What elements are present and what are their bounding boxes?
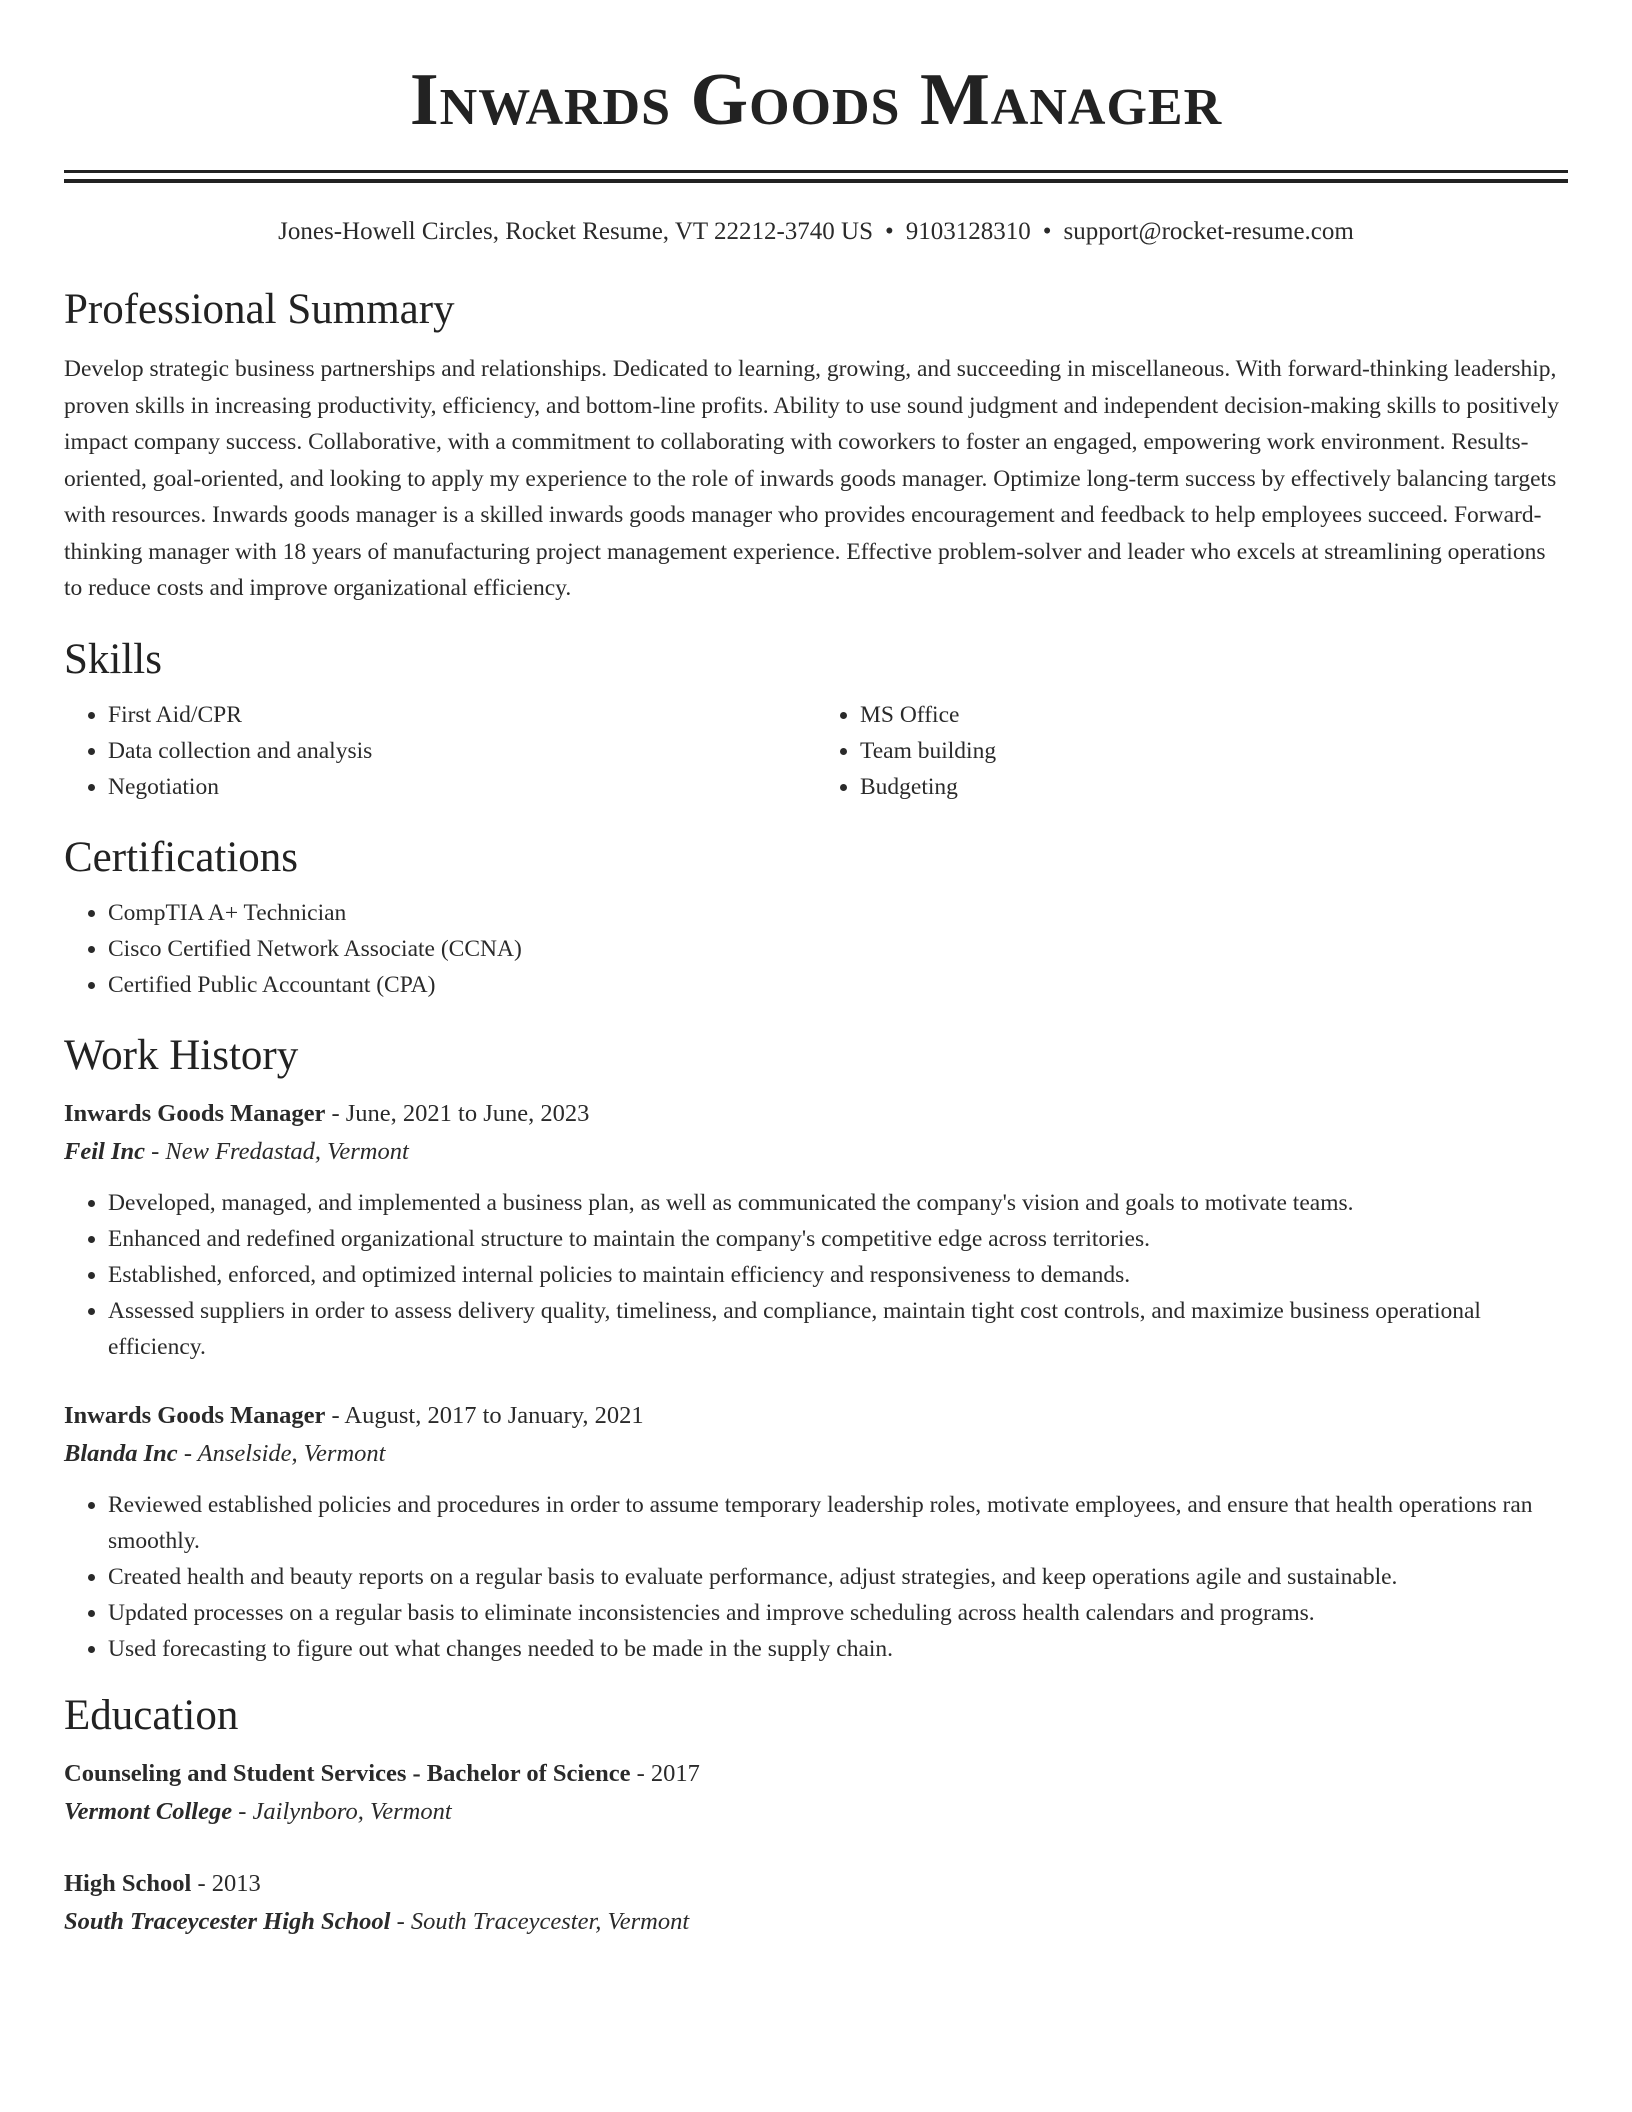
job-bullet: • Reviewed established policies and procedures in order to assume temporary leadership roles, motivate employees, and ensure that health operations ran smoothly. [108,1487,1568,1559]
resume-page [64,0,1568,1941]
contact-separator: • [885,218,894,245]
education-entry [64,1755,1568,1831]
job-bullets [64,1185,1568,1365]
contact-address: Jones-Howell Circles, Rocket Resume, VT 22212-3740 US [278,218,874,245]
certifications-heading: Certifications [64,833,299,881]
title-rule-bottom [64,179,1568,183]
education-degree: Counseling and Student Services - Bachelor of Science [64,1759,631,1787]
education-school: Vermont College [64,1797,233,1825]
summary-text: Develop strategic business partnerships and relationships. Dedicated to learning, growing, and succeeding in miscellaneous. With forward-thinking leadership, proven skills in increasing productivity, efficiency, and bottom-line profits. Ability to use sound judgment and independent decision-making skills to positively impact company success. Collaborative, with a commitment to collaborating with coworkers to foster an engaged, empowering work environment. Results-oriented, goal-oriented, and looking to apply my experience to the role of inwards goods manager. Optimize long-term success by effectively balancing targets with resources. Inwards goods manager is a skilled inwards goods manager who provides encouragement and feedback to help employees succeed. Forward-thinking manager with 18 years of manufacturing project management experience. Effective problem-solver and leader who excels at streamlining operations to reduce costs and improve organizational efficiency. [64,356,1560,601]
job-title-line [64,1397,1568,1435]
job-company: Feil Inc [64,1137,145,1165]
job-company-line [64,1435,1568,1473]
education-location: - Jailynboro, Vermont [232,1797,452,1825]
job-bullet: • Updated processes on a regular basis to eliminate inconsistencies and improve scheduling across health calendars and programs. [108,1595,1568,1631]
education-degree: High School [64,1869,192,1897]
job-title: Inwards Goods Manager [64,1099,326,1127]
job-bullet: • Used forecasting to figure out what changes needed to be made in the supply chain. [108,1631,1568,1667]
job-company-line [64,1133,1568,1171]
education-year: - 2017 [630,1759,700,1787]
job-dates: - June, 2021 to June, 2023 [325,1099,590,1127]
education-school-line [64,1903,1568,1941]
skill-item: • MS Office [860,697,1568,733]
education-heading: Education [64,1691,239,1739]
contact-separator: • [1042,218,1052,245]
education-school-line [64,1793,1568,1831]
job-bullet: • Assessed suppliers in order to assess delivery quality, timeliness, and compliance, maintain tight cost controls, and maximize business operational efficiency. [108,1293,1568,1365]
job-entry [64,1397,1568,1667]
job-title-line [64,1095,1568,1133]
job-company: Blanda Inc [64,1439,178,1467]
job-bullet: • Created health and beauty reports on a regular basis to evaluate performance, adjust strategies, and keep operations agile and sustainable. [108,1559,1568,1595]
skills-list-left [64,697,816,805]
job-bullet: • Established, enforced, and optimized internal policies to maintain efficiency and responsiveness to demands. [108,1257,1568,1293]
job-location: - New Fredastad, Vermont [145,1137,409,1165]
certification-item: • CompTIA A+ Technician [108,895,1568,931]
title-rule-top [64,170,1568,173]
education-degree-line [64,1755,1568,1793]
work-history-heading: Work History [64,1031,299,1079]
job-dates: - August, 2017 to January, 2021 [325,1401,644,1429]
contact-email[interactable]: support@rocket-resume.com [1063,218,1354,245]
certifications-list [64,895,1568,1003]
skill-item: • First Aid/CPR [108,697,816,733]
job-bullet: • Enhanced and redefined organizational structure to maintain the company's competitive edge across territories. [108,1221,1568,1257]
education-entry [64,1865,1568,1941]
certification-item: • Certified Public Accountant (CPA) [108,967,1568,1003]
skill-item: • Negotiation [108,769,816,805]
job-bullets [64,1487,1568,1667]
education-year: - 2013 [191,1869,261,1897]
job-bullet: • Developed, managed, and implemented a business plan, as well as communicated the company's vision and goals to motivate teams. [108,1185,1568,1221]
education-degree-line [64,1865,1568,1903]
job-location: - Anselside, Vermont [177,1439,386,1467]
skill-item: • Data collection and analysis [108,733,816,769]
certification-item: • Cisco Certified Network Associate (CCNA) [108,931,1568,967]
contact-phone: 9103128310 [905,218,1031,245]
job-title: Inwards Goods Manager [64,1401,326,1429]
resume-title: Inwards Goods Manager [409,59,1223,141]
skills-heading: Skills [64,635,162,683]
summary-heading: Professional Summary [64,286,455,333]
skills-columns [64,697,1568,805]
skill-item: • Team building [860,733,1568,769]
skill-item: • Budgeting [860,769,1568,805]
job-entry [64,1095,1568,1365]
education-location: - South Traceycester, Vermont [390,1907,690,1935]
skills-list-right [816,697,1568,805]
contact-line [64,217,1568,247]
education-school: South Traceycester High School [64,1907,391,1935]
